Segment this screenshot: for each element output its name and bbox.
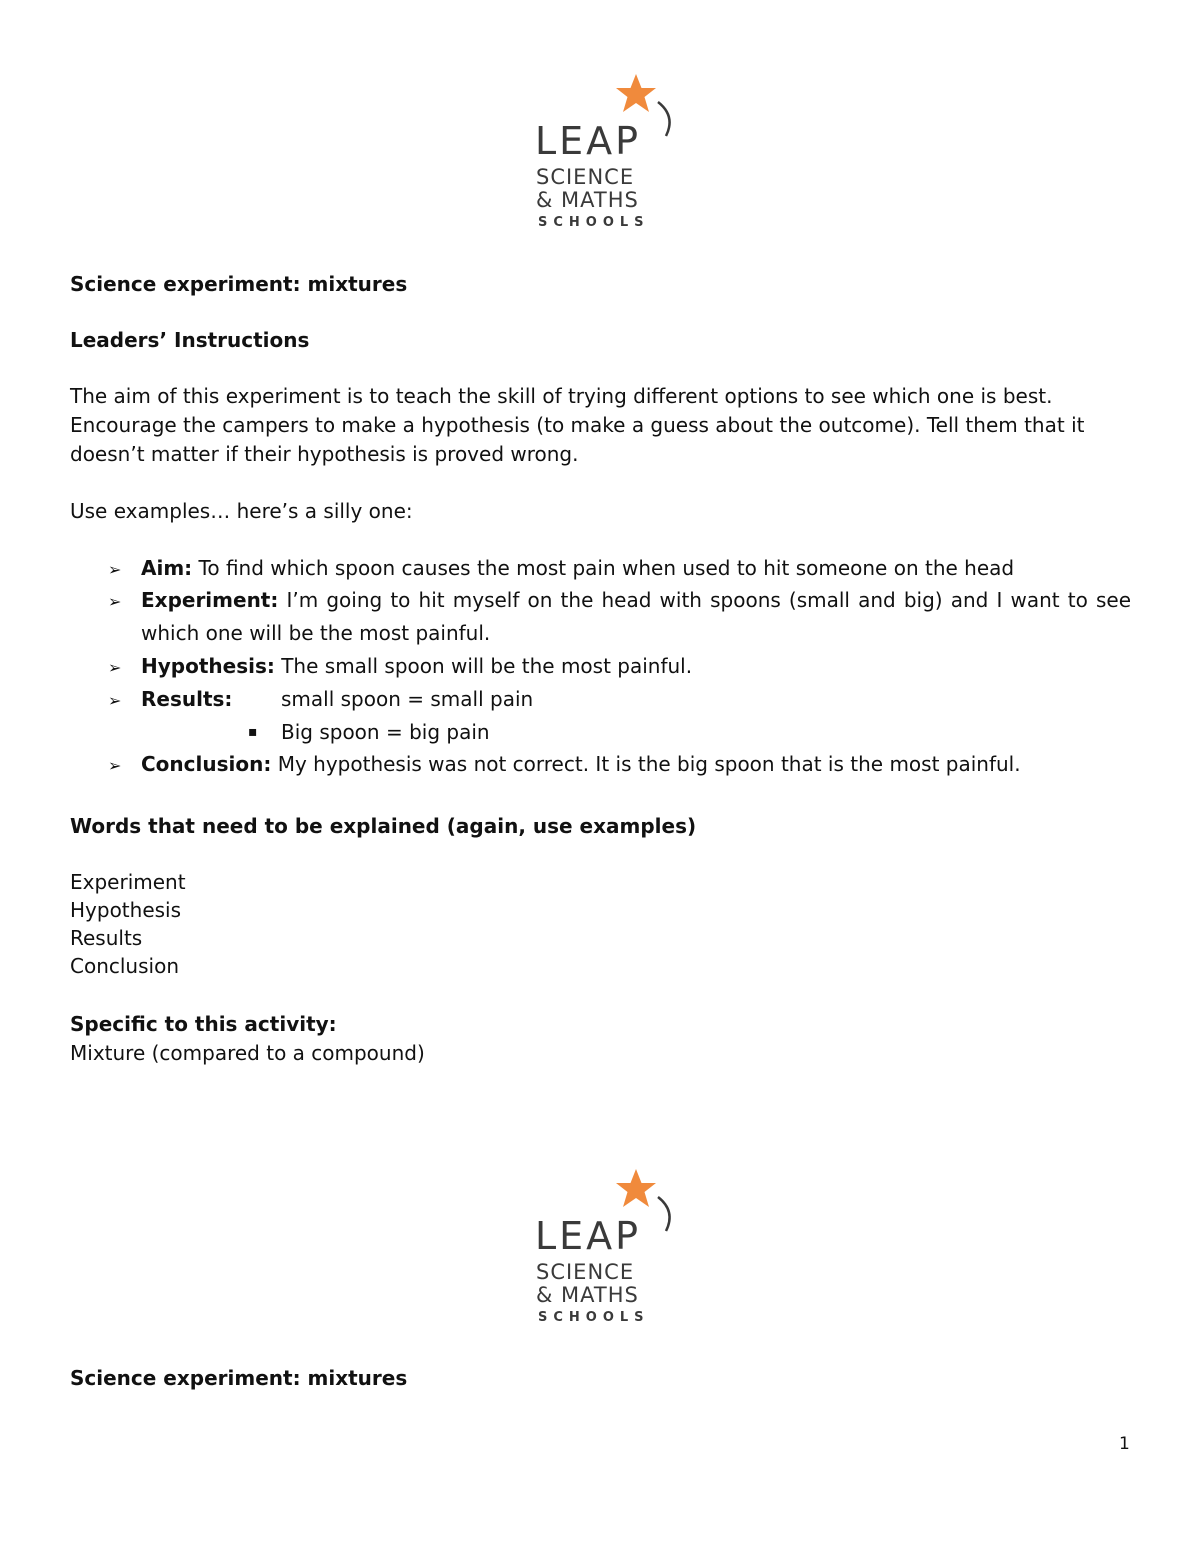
logo-leap-text: LEAP: [535, 1214, 642, 1258]
page-number: 1: [1119, 1434, 1130, 1454]
list-item: [108, 685, 232, 715]
list-item: [108, 750, 1021, 780]
arrow-bullet-icon: ➢: [108, 592, 122, 611]
list-item: Conclusion: [70, 954, 179, 978]
arrow-bullet-icon: ➢: [108, 560, 122, 579]
bullet-label: Aim:: [141, 556, 193, 580]
specific-heading: Specific to this activity:: [70, 1012, 337, 1036]
arrow-bullet-icon: ➢: [108, 658, 122, 677]
logo-maths-text: & MATHS: [536, 188, 639, 212]
bullet-text: small spoon = small pain: [281, 687, 534, 711]
list-item: [108, 586, 141, 616]
intro-paragraph: The aim of this experiment is to teach the skill of trying different options to see which one is best. Encourage the campers to make a hypothesis (to make a guess about the outcome). Tell them that it doesn’t matter if their hypothesis is proved wrong.: [70, 384, 1085, 466]
list-item: Hypothesis: [70, 898, 182, 922]
list-item: Experiment: [70, 870, 186, 894]
list-item: Results: [70, 926, 143, 950]
list-item: [108, 652, 692, 682]
logo-schools-text: SCHOOLS: [538, 1310, 650, 1325]
logo-leap-text: LEAP: [535, 119, 642, 163]
bullet-label: Results:: [141, 687, 233, 711]
bullet-text: The small spoon will be the most painful.: [281, 654, 693, 678]
specific-text: Mixture (compared to a compound): [70, 1041, 425, 1065]
school-logo: [532, 72, 677, 232]
words-heading: Words that need to be explained (again, use examples): [70, 814, 697, 838]
page-title: Science experiment: mixtures: [70, 272, 408, 296]
bullet-text: To find which spoon causes the most pain when used to hit someone on the head: [198, 556, 1015, 580]
bullet-text: I’m going to hit myself on the head with spoons (small and big) and I want to see which one will be the most painful.: [141, 588, 1131, 645]
arrow-bullet-icon: ➢: [108, 756, 122, 775]
list-item: [108, 554, 1014, 584]
arrow-bullet-icon: ➢: [108, 691, 122, 710]
examples-lead: Use examples… here’s a silly one:: [70, 499, 413, 523]
square-bullet-icon: ▪: [248, 724, 258, 740]
logo-science-text: SCIENCE: [536, 165, 635, 189]
sub-bullet-text: Big spoon = big pain: [281, 720, 490, 744]
bullet-text: My hypothesis was not correct. It is the big spoon that is the most painful.: [277, 752, 1021, 776]
school-logo: [532, 1167, 677, 1327]
bullet-label: Hypothesis:: [141, 654, 275, 678]
logo-schools-text: SCHOOLS: [538, 215, 650, 230]
logo-science-text: SCIENCE: [536, 1260, 635, 1284]
section-heading-leaders: Leaders’ Instructions: [70, 328, 310, 352]
logo-maths-text: & MATHS: [536, 1283, 639, 1307]
bullet-label: Conclusion:: [141, 752, 272, 776]
bullet-label: Experiment:: [141, 588, 279, 612]
list-item-body: [141, 584, 1131, 650]
page-title: Science experiment: mixtures: [70, 1366, 408, 1390]
